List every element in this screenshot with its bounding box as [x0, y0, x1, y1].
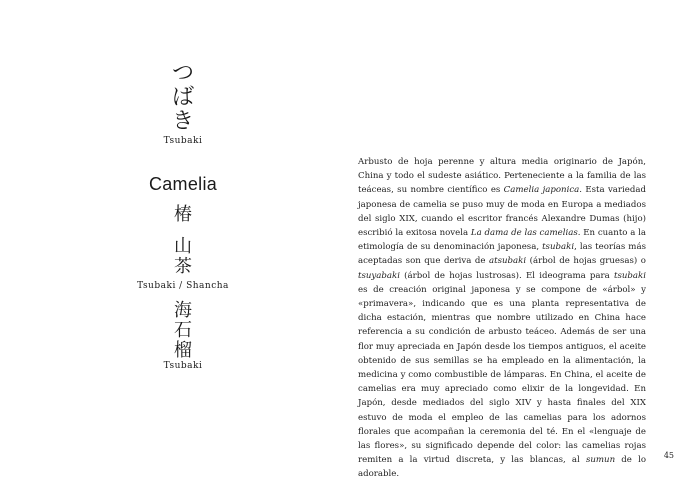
text-run: , las teorías más aceptadas son que deriva de [358, 242, 646, 267]
kanji-char: 椿 [174, 204, 192, 225]
kanji-char: 榴 [174, 340, 192, 361]
italic-term: sumun [585, 455, 616, 466]
italic-term: Camelia japonica [503, 185, 580, 196]
text-run: de lo adorable. [358, 455, 646, 480]
hiragana-char: つ [171, 61, 194, 86]
text-run: . En cuanto a la etimología de su denominación japonesa, [358, 228, 646, 253]
kanji-group-1 [108, 205, 258, 225]
kanji-group-3 [108, 301, 258, 361]
entry-heading-column [108, 62, 258, 371]
kanji-char: 海 [174, 300, 192, 321]
italic-term: tsuyabaki [358, 270, 400, 281]
page-number: 45 [663, 451, 674, 460]
hiragana-char: ば [171, 85, 194, 110]
kanji-group-2 [108, 237, 258, 277]
text-run: (árbol de hojas gruesas) o [526, 256, 646, 267]
italic-term: tsubaki [614, 270, 646, 281]
hiragana-char: き [171, 109, 194, 134]
text-run: es de creación original japonesa y se compone de «árbol» y «primavera», indicando que es una planta representativa de dicha estación, mientras que nombre utilizado en China hace referencia a su condición de arbusto teáceo. Además de ser una flor muy apreciada en Japón desde los tiempos antiguos, el aceite obtenido de sus semillas se ha empleado en la alimentación, la medicina y como combustible de lámparas. En China, el aceite de camelias era muy apreciado como elixir de la longevidad. En Japón, desde mediados del siglo XIV y hasta finales del XIX estuvo de moda el empleo de las camelias para los adornos florales que acompañan la ceremonia del té. En el «lenguaje de las flores», su significado depende del color: las camelias rojas remiten a la virtud discreta, y las blancas, al [358, 284, 646, 466]
text-run: . Esta variedad japonesa de camelia se puso muy de moda en Europa a mediados del siglo XIX, cuando el escritor francés Alexandre Dumas (hijo) escribió la exitosa novela [358, 185, 646, 239]
kanji-char: 茶 [174, 256, 192, 277]
italic-term: La dama de las camelias [470, 228, 578, 239]
text-run: (árbol de hojas lustrosas). El ideograma para [399, 270, 615, 281]
hiragana-vertical [108, 62, 258, 134]
romaji-label: Tsubaki [163, 136, 203, 146]
spanish-term: Camelia [148, 174, 218, 194]
text-run: Arbusto de hoja perenne y altura media originario de Japón, China y todo el sudeste asiático. Perteneciente a la familia de las teáceas, su nombre científico es [358, 157, 646, 196]
kanji-char: 石 [174, 320, 192, 341]
kanji-char: 山 [174, 236, 192, 257]
body-paragraph [358, 155, 646, 482]
kanji-group-3-romaji: Tsubaki [163, 361, 203, 371]
italic-term: atsubaki [489, 256, 527, 267]
italic-term: tsubaki [542, 242, 575, 253]
kanji-group-2-romaji: Tsubaki / Shancha [137, 281, 229, 291]
